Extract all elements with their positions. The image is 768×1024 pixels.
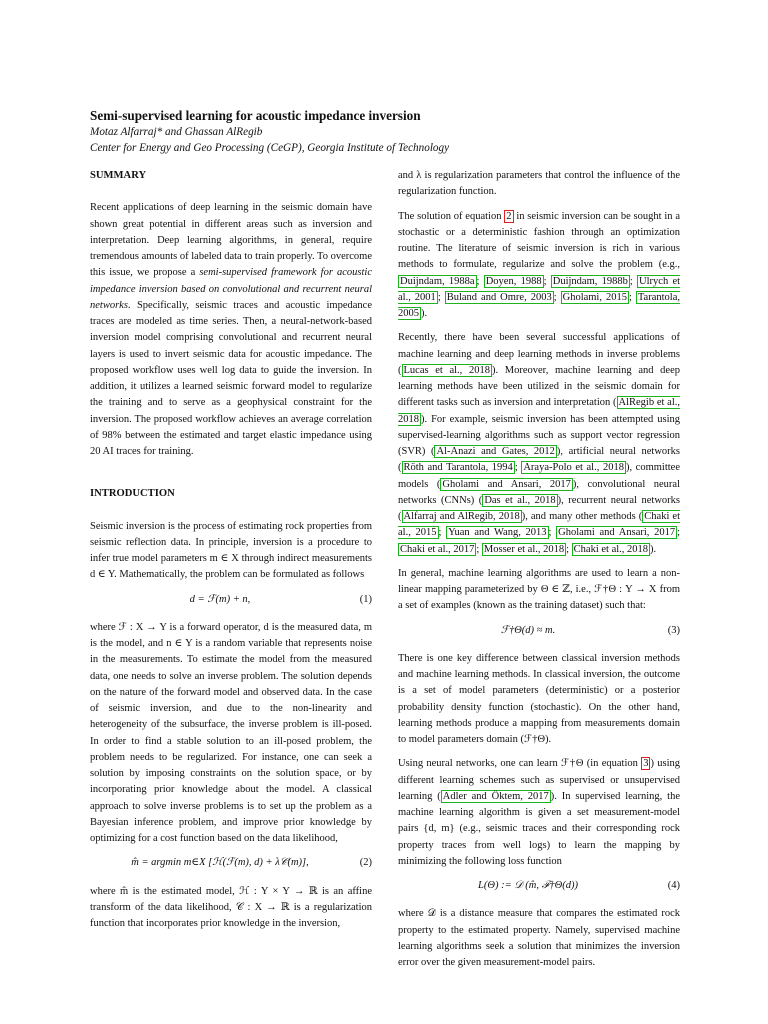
summary-heading: SUMMARY	[90, 170, 147, 181]
text-span: ). Moreover, machine learning and deep learning methods have been utilized in the seismic domain for different tasks such as inversion and interpretation (	[398, 364, 680, 409]
equation-4	[398, 878, 680, 894]
intro-paragraph-1: Seismic inversion is the process of estimating rock properties from seismic reflection data. In principle, inversion is a procedure to infer true model parameters m ∈ X through indirect measurements d ∈ Y. Mathematically, the problem can be formulated as follows	[90, 520, 372, 581]
right-paragraph-6	[398, 756, 680, 870]
citation-link[interactable]: Duijndam, 1988a	[400, 275, 475, 287]
citation-link[interactable]: Chaki et al., 2015	[398, 511, 681, 539]
left-column	[90, 168, 372, 940]
text-span: ), and many other methods (	[521, 511, 643, 522]
citation-link[interactable]: Adler and Öktem, 2017	[442, 790, 549, 802]
text-span: ). In supervised learning, the machine learning algorithm is given a set measurement-model pairs {d, m} (e.g., seismic traces and their corresponding rock property traces from well logs) to learn the mapping by minimizing the following loss function	[398, 790, 680, 867]
citation-link[interactable]: Tarantola, 2005	[398, 291, 680, 319]
text-span: Recently, there have been several successful applications of machine learning and deep learning methods in inverse problems (	[398, 332, 680, 376]
equation-3-number: (3)	[667, 624, 680, 636]
intro-paragraph-3: where m̂ is the estimated model, ℋ : Y × Y → ℝ is an affine transform of the data likelihood, 𝒞 : X → ℝ is a regularization function that incorporates prior knowledge in the inversion,	[90, 885, 372, 929]
right-paragraph-1: and λ is regularization parameters that control the influence of the regularization function.	[398, 170, 680, 198]
summary-text-b: . Specifically, seismic traces and acoustic impedance traces are modeled as time series. Then, a neural-network-based inversion model comprising convolutional and recurrent neural layers is used to invert seismic data for acoustic impedance. The proposed workflow uses well log data to guide the inversion. In addition, it utilizes a learned seismic forward model to regularize the training and to serve as a geophysical constraint for the inversion. The proposed workflow achieves an average correlation of 98% between the estimated and target elastic impedance using 20 AI traces for training.	[90, 299, 372, 457]
text-span: Using neural networks, one can learn ℱ†Θ (in equation	[398, 758, 642, 770]
citation-link[interactable]: Gholami and Ansari, 2017	[558, 527, 676, 539]
citation-link[interactable]: Das et al., 2018	[484, 494, 556, 506]
text-span: ).	[421, 308, 428, 319]
citation-link[interactable]: Gholami and Ansari, 2017	[442, 478, 571, 490]
equation-2-expr: m̂ = argmin m∈X [ℋ(ℱ(m), d) + λ𝒞(m)],	[131, 857, 309, 869]
citation-link[interactable]: Lucas et al., 2018	[403, 364, 490, 376]
equation-2-number: (2)	[359, 857, 372, 869]
right-column	[398, 168, 680, 979]
citation-link[interactable]: Chaki et al., 2017	[400, 543, 475, 555]
paper-header	[90, 108, 690, 156]
citation-link[interactable]: Röth and Tarantola, 1994	[403, 462, 513, 474]
text-span: ), committee models (	[398, 462, 680, 490]
citation-link[interactable]: Ulrych et al., 2001	[398, 275, 681, 303]
equation-3-expr: ℱ†Θ(d) ≈ m.	[500, 624, 556, 636]
right-paragraph-3: Recently, there have been several successful applications of machine learning and deep learning methods in inverse problems ( Lucas et al., 2018 ). Moreover, machine learning and deep learning methods have been utilized in the seismic domain for different tasks such as inversion and interpretation ( AlRegib et al., 2018 ). For example, seismic inversion has been attempted using supervised-learning algorithms such as support vector regression (SVR) ( Al-Anazi and Gates, 2012 ), artificial neural networks ( Röth and Tarantola, 1994 ; Araya-Polo et al., 2018 ), committee models ( Gholami and Ansari, 2017 ), convolutional neural networks (CNNs) ( Das et al., 2018 ), recurrent neural networks ( Alfarraj and AlRegib, 2018 ), and many other methods ( Chaki et al., 2015 ; Yuan and Wang, 2013 ; Gholami and Ansari, 2017 ; Chaki et al., 2017 ; Mosser et al., 2018 ; Chaki et al., 2018 ).	[398, 332, 681, 555]
equation-4-number: (4)	[667, 880, 680, 891]
text-span: The solution of equation	[398, 210, 505, 222]
text-span: ) using different learning schemes such as supervised or unsupervised learning (	[398, 758, 681, 802]
paper-affiliation: Center for Energy and Geo Processing (CeGP), Georgia Institute of Technology	[90, 142, 450, 154]
equation-1-number: (1)	[359, 593, 372, 605]
paper-title: Semi-supervised learning for acoustic impedance inversion	[90, 108, 421, 123]
right-paragraph-4: In general, machine learning algorithms are used to learn a non-linear mapping parameterized by Θ ∈ ℤ, i.e., ℱ†Θ : Y → X from a set of examples (known as the training dataset) such that:	[398, 567, 680, 612]
citation-link[interactable]: Chaki et al., 2018	[573, 543, 649, 555]
citation-link[interactable]: Yuan and Wang, 2013	[448, 527, 547, 539]
summary-paragraph	[90, 200, 372, 460]
citation-link[interactable]: Alfarraj and AlRegib, 2018	[403, 511, 520, 522]
introduction-heading: INTRODUCTION	[90, 488, 175, 500]
citation-link[interactable]: AlRegib et al., 2018	[398, 397, 680, 425]
equation-3	[398, 623, 680, 639]
text-span: ), recurrent neural networks (	[398, 494, 680, 522]
intro-paragraph-2: where ℱ : X → Y is a forward operator, d is the measured data, m is the model, and n ∈ Y is a random variable that represents noise in the measurements. To estimate the model from the measured data, one needs to solve an inverse problem. The solution depends on the nature of the forward model and observed data. In the case of seismic inversion, and due to the non-linearity and heterogeneity of the subsurface, the inverse problem is ill-posed. In order to find a stable solution to an ill-posed problem, the problem needs to be regularized. For instance, one can seek a solution by imposing constraints on the solution space, or by incorporating prior knowledge about the model. A classical approach to solve inverse problems is to set up the problem as a Bayesian inference problem, and improve prior knowledge by optimizing for a cost function based on the data likelihood,	[90, 621, 372, 844]
summary-text-a: Recent applications of deep learning in the seismic domain have shown great potential in different areas such as inversion and interpretation. Deep learning algorithms, in general, require tremendous amounts of labeled data to train properly. To overcome this issue, we propose a	[90, 202, 372, 279]
citation-link[interactable]: Buland and Omre, 2003	[446, 291, 552, 303]
equation-1-expr: d = ℱ(m) + n,	[189, 593, 251, 605]
right-paragraph-7: where 𝒟 is a distance measure that compares the estimated rock property to the estimated property. Namely, supervised machine learning algorithms seek a solution that minimizes the inversion error over the given measurement-model pairs.	[398, 908, 680, 968]
equation-1	[90, 592, 372, 608]
citation-link[interactable]: Araya-Polo et al., 2018	[523, 462, 624, 474]
summary-text-em: semi-supervised framework for acoustic impedance inversion based on convolutional and recurrent neural networks	[90, 267, 372, 311]
paper-authors: Motaz Alfarraj* and Ghassan AlRegib	[90, 126, 263, 138]
right-paragraph-5: There is one key difference between classical inversion methods and machine learning methods. In classical inversion, the outcome is a set of model parameters (deterministic) or a posterior probability density function (stochastic). On the other hand, learning methods produce a mapping from measurements domain to model parameters domain (ℱ†Θ).	[398, 652, 680, 745]
citation-link[interactable]: Mosser et al., 2018	[483, 543, 565, 555]
text-span: in seismic inversion can be sought in a stochastic or a deterministic fashion through an optimization routine. The literature of seismic inversion is rich in various methods to formulate, regularize and solve the problem (e.g.,	[398, 210, 680, 271]
right-paragraph-2: The solution of equation 2 in seismic inversion can be sought in a stochastic or a deterministic fashion through an optimization routine. The literature of seismic inversion is rich in various methods to formulate, regularize and solve the problem (e.g., Duijndam, 1988a ; Doyen, 1988 ; Duijndam, 1988b ; Ulrych et al., 2001 ; Buland and Omre, 2003 ; Gholami, 2015 ; Tarantola, 2005 ).	[398, 210, 681, 319]
text-span: ), artificial neural networks (	[398, 446, 680, 474]
citation-link[interactable]: Doyen, 1988	[485, 275, 542, 287]
equation-2	[90, 855, 372, 871]
text-span: ).	[650, 543, 657, 555]
citation-link[interactable]: Gholami, 2015	[562, 291, 627, 303]
citation-link[interactable]: Al-Anazi and Gates, 2012	[436, 446, 555, 457]
equation-ref-link[interactable]: 2	[506, 210, 512, 222]
equation-ref-link[interactable]: 3	[643, 758, 649, 770]
text-span: ), convolutional neural networks (CNNs) (	[398, 478, 680, 506]
text-span: ). For example, seismic inversion has been attempted using supervised-learning algorithms such as support vector regression (SVR) (	[398, 413, 680, 457]
equation-4-expr: L(Θ) := 𝒟 (m̂, ℱ†Θ(d))	[478, 880, 578, 891]
citation-link[interactable]: Duijndam, 1988b	[552, 275, 628, 287]
